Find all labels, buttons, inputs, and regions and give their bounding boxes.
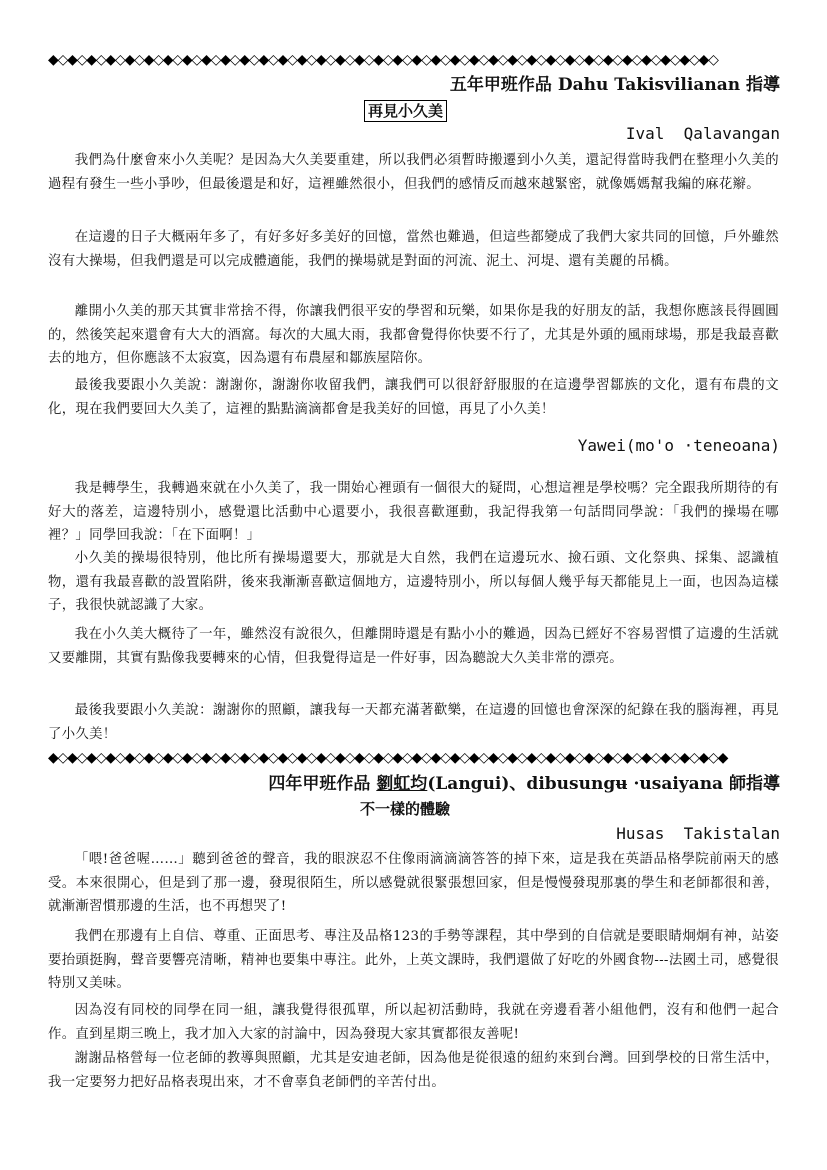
section1-subtitle: 再見小久美 [364, 100, 447, 122]
essay3-author: Husas Takistalan [616, 824, 780, 843]
essay3-paragraph-4: 謝謝品格營每一位老師的教導與照顧，尤其是安迪老師，因為他是從很遠的紐約來到台灣。回到學校的日常生活中，我一定要努力把好品格表現出來，才不會辜負老師們的辛苦付出。 [48, 1051, 779, 1090]
essay1-author: Ival Qalavangan [625, 124, 780, 143]
essay3-paragraph-1: 「喂!爸爸喔……」聽到爸爸的聲音，我的眼淚忍不住像雨滴滴滴答答的掉下來，這是我在英語品格學院前兩天的感受。本來很開心，但是到了那一邊，發現很陌生，所以感覺就很緊張想回家，但是慢慢發現那裏的學生和老師都很和善，就漸漸習慣那邊的生活，也不再想哭了! [48, 852, 779, 914]
essay2-paragraph-2: 小久美的操場很特別，他比所有操場還要大，那就是大自然，我們在這邊玩水、撿石頭、文化祭典、採集、認識植物，還有我最喜歡的設置陷阱，後來我漸漸喜歡這個地方，這邊特別小，所以每個人幾乎每天都能見上一面，也因為這樣子，我很快就認識了大家。 [48, 551, 779, 613]
diamond-divider-middle: ◆◇◆◇◆◇◆◇◆◇◆◇◆◇◆◇◆◇◆◇◆◇◆◇◆◇◆◇◆◇◆◇◆◇◆◇◆◇◆◇◆◇◆◇◆◇◆◇◆◇◆◇◆◇◆◇◆◇◆◇◆◇◆◇◆◇◆◇◆◇◆ [48, 750, 728, 766]
essay1-paragraph-3: 離開小久美的那天其實非常捨不得，你讓我們很平安的學習和玩樂，如果你是我的好朋友的話，我想你應該長得圓圓的，然後笑起來還會有大大的酒窩。每次的大風大雨，我都會覺得你快要不行了，尤其是外頭的風雨球場，那是我最喜歡去的地方，但你應該不太寂寞，因為還有布農屋和鄒族屋陪你。 [48, 304, 779, 366]
essay1-paragraph-4: 最後我要跟小久美說：謝謝你，謝謝你收留我們，讓我們可以很舒舒服服的在這邊學習鄒族的文化，還有布農的文化，現在我們要回大久美了，這裡的點點滴滴都會是我美好的回憶，再見了小久美！ [48, 378, 779, 417]
section2-title-prefix: 四年甲班作品 [268, 774, 377, 794]
essay3-paragraph-2: 我們在那邊有上自信、尊重、正面思考、專注及品格123的手勢等課程，其中學到的自信就是要眼睛炯炯有神，站姿要抬頭挺胸，聲音要響亮清晰，精神也要集中專注。此外，上英文課時，我們還做了好吃的外國食物---法國土司，感覺很特別又美味。 [48, 929, 779, 991]
section1-title: 五年甲班作品 Dahu Takisvilianan 指導 [449, 75, 780, 95]
essay2-author: Yawei(mo'o ·teneoana) [577, 436, 780, 455]
essay1-paragraph-2: 在這邊的日子大概兩年多了，有好多好多美好的回憶，當然也難過，但這些都變成了我們大家共同的回憶，戶外雖然沒有大操場，但我們還是可以完成體適能，我們的操場就是對面的河流、泥土、河堤、還有美麗的吊橋。 [48, 230, 779, 269]
essay1-paragraph-1: 我們為什麼會來小久美呢？是因為大久美要重建，所以我們必須暫時搬遷到小久美，還記得當時我們在整理小久美的過程有發生一些小爭吵，但最後還是和好，這裡雖然很小，但我們的感情反而越來越緊密，就像媽媽幫我編的麻花辮。 [48, 153, 779, 192]
section2-title-suffix: (Langui)、dibusungʉ ·usaiyana 師指導 [427, 774, 780, 794]
essay2-paragraph-1: 我是轉學生，我轉過來就在小久美了，我一開始心裡頭有一個很大的疑問，心想這裡是學校嗎？完全跟我所期待的有好大的落差，這邊特別小，感覺還比活動中心還要小，我很喜歡運動，我記得我第一句話問同學說：「我們的操場在哪裡？」同學回我說：「在下面啊！」 [48, 481, 779, 543]
essay2-paragraph-3: 我在小久美大概待了一年，雖然沒有說很久，但離開時還是有點小小的難過，因為已經好不容易習慣了這邊的生活就又要離開，其實有點像我要轉來的心情，但我覺得這是一件好事，因為聽說大久美非常的漂亮。 [48, 627, 779, 666]
essay2-paragraph-4: 最後我要跟小久美說：謝謝你的照顧，讓我每一天都充滿著歡樂，在這邊的回憶也會深深的紀錄在我的腦海裡，再見了小久美！ [48, 703, 779, 742]
diamond-divider-top: ◆◇◆◇◆◇◆◇◆◇◆◇◆◇◆◇◆◇◆◇◆◇◆◇◆◇◆◇◆◇◆◇◆◇◆◇◆◇◆◇◆◇◆◇◆◇◆◇◆◇◆◇◆◇◆◇◆◇◆◇◆◇◆◇◆◇◆◇◆◇ [48, 52, 718, 68]
essay3-paragraph-3: 因為沒有同校的同學在同一組，讓我覺得很孤單，所以起初活動時，我就在旁邊看著小組他們，沒有和他們一起合作。直到星期三晚上，我才加入大家的討論中，因為發現大家其實都很友善呢! [48, 1003, 779, 1042]
section2-subtitle: 不一樣的體驗 [360, 800, 451, 818]
section2-title [268, 773, 780, 795]
section2-title-teacher: 劉虹均 [376, 774, 428, 794]
